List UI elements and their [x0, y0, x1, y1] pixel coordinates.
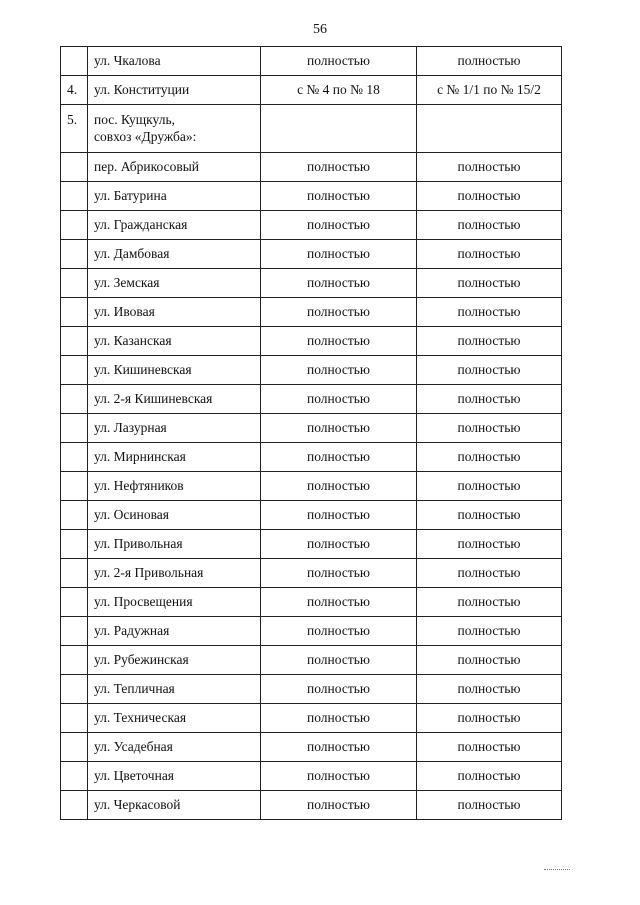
odd-houses: полностью	[261, 211, 417, 240]
even-houses: полностью	[417, 182, 562, 211]
row-number	[61, 327, 88, 356]
street-name	[88, 105, 261, 153]
even-houses: полностью	[417, 385, 562, 414]
even-houses	[417, 105, 562, 153]
table-row	[61, 105, 562, 153]
table-row	[61, 47, 562, 76]
even-houses: полностью	[417, 472, 562, 501]
table-row	[61, 588, 562, 617]
row-number	[61, 414, 88, 443]
table-row	[61, 153, 562, 182]
table-row	[61, 733, 562, 762]
even-houses: полностью	[417, 530, 562, 559]
table-row	[61, 269, 562, 298]
street-name: ул. Нефтяников	[88, 472, 261, 501]
street-name: ул. Радужная	[88, 617, 261, 646]
even-houses: полностью	[417, 762, 562, 791]
street-name: ул. Конституции	[88, 76, 261, 105]
row-number	[61, 298, 88, 327]
even-houses: полностью	[417, 617, 562, 646]
row-number	[61, 385, 88, 414]
even-houses: полностью	[417, 559, 562, 588]
even-houses: полностью	[417, 327, 562, 356]
even-houses: полностью	[417, 501, 562, 530]
scan-artifact	[544, 869, 570, 875]
odd-houses: полностью	[261, 269, 417, 298]
street-name: ул. Лазурная	[88, 414, 261, 443]
odd-houses: полностью	[261, 298, 417, 327]
row-number	[61, 559, 88, 588]
row-number	[61, 153, 88, 182]
street-name: ул. Черкасовой	[88, 791, 261, 820]
table-row	[61, 182, 562, 211]
street-name: ул. Привольная	[88, 530, 261, 559]
street-name: ул. Земская	[88, 269, 261, 298]
row-number	[61, 269, 88, 298]
street-name: ул. Усадебная	[88, 733, 261, 762]
street-name: ул. Кишиневская	[88, 356, 261, 385]
odd-houses: полностью	[261, 530, 417, 559]
even-houses: полностью	[417, 269, 562, 298]
even-houses: полностью	[417, 443, 562, 472]
street-name: ул. Осиновая	[88, 501, 261, 530]
odd-houses: полностью	[261, 646, 417, 675]
row-number	[61, 182, 88, 211]
table-row	[61, 240, 562, 269]
table-row	[61, 501, 562, 530]
row-number	[61, 646, 88, 675]
row-number	[61, 617, 88, 646]
even-houses: полностью	[417, 675, 562, 704]
odd-houses: полностью	[261, 443, 417, 472]
row-number	[61, 472, 88, 501]
street-name: ул. Батурина	[88, 182, 261, 211]
odd-houses: полностью	[261, 733, 417, 762]
row-number	[61, 443, 88, 472]
table-row	[61, 443, 562, 472]
even-houses: полностью	[417, 733, 562, 762]
even-houses: с № 1/1 по № 15/2	[417, 76, 562, 105]
odd-houses: полностью	[261, 153, 417, 182]
row-number	[61, 501, 88, 530]
table-row	[61, 211, 562, 240]
even-houses: полностью	[417, 153, 562, 182]
street-name: ул. Тепличная	[88, 675, 261, 704]
table-row	[61, 298, 562, 327]
table-row	[61, 762, 562, 791]
table-row	[61, 76, 562, 105]
odd-houses: полностью	[261, 240, 417, 269]
odd-houses: полностью	[261, 385, 417, 414]
streets-table	[60, 46, 562, 820]
table-row	[61, 646, 562, 675]
street-name: ул. Мирнинская	[88, 443, 261, 472]
even-houses: полностью	[417, 47, 562, 76]
odd-houses: с № 4 по № 18	[261, 76, 417, 105]
table-row	[61, 559, 562, 588]
odd-houses: полностью	[261, 472, 417, 501]
row-number	[61, 211, 88, 240]
street-name: ул. Техническая	[88, 704, 261, 733]
odd-houses: полностью	[261, 182, 417, 211]
street-name: ул. Просвещения	[88, 588, 261, 617]
even-houses: полностью	[417, 356, 562, 385]
even-houses: полностью	[417, 414, 562, 443]
table-row	[61, 385, 562, 414]
street-name: ул. 2-я Кишиневская	[88, 385, 261, 414]
table-row	[61, 414, 562, 443]
page-number: 56	[313, 22, 327, 37]
odd-houses: полностью	[261, 356, 417, 385]
even-houses: полностью	[417, 704, 562, 733]
odd-houses: полностью	[261, 675, 417, 704]
street-name: ул. 2-я Привольная	[88, 559, 261, 588]
table-row	[61, 791, 562, 820]
row-number	[61, 530, 88, 559]
table-row	[61, 327, 562, 356]
even-houses: полностью	[417, 791, 562, 820]
settlement-name: пос. Кущкуль,	[94, 112, 175, 127]
table-row	[61, 356, 562, 385]
streets-table-body	[61, 47, 562, 820]
street-name: ул. Рубежинская	[88, 646, 261, 675]
row-number: 5.	[61, 105, 88, 153]
even-houses: полностью	[417, 298, 562, 327]
odd-houses: полностью	[261, 559, 417, 588]
street-name: ул. Ивовая	[88, 298, 261, 327]
odd-houses: полностью	[261, 617, 417, 646]
table-row	[61, 472, 562, 501]
table-row	[61, 530, 562, 559]
row-number	[61, 791, 88, 820]
street-name: ул. Дамбовая	[88, 240, 261, 269]
even-houses: полностью	[417, 646, 562, 675]
odd-houses: полностью	[261, 501, 417, 530]
settlement-subtitle: совхоз «Дружба»:	[94, 129, 197, 144]
odd-houses: полностью	[261, 414, 417, 443]
row-number	[61, 704, 88, 733]
street-name: ул. Гражданская	[88, 211, 261, 240]
street-name: пер. Абрикосовый	[88, 153, 261, 182]
table-row	[61, 704, 562, 733]
table-row	[61, 617, 562, 646]
street-name: ул. Казанская	[88, 327, 261, 356]
row-number	[61, 240, 88, 269]
odd-houses	[261, 105, 417, 153]
odd-houses: полностью	[261, 762, 417, 791]
even-houses: полностью	[417, 588, 562, 617]
odd-houses: полностью	[261, 704, 417, 733]
street-name: ул. Чкалова	[88, 47, 261, 76]
odd-houses: полностью	[261, 588, 417, 617]
row-number	[61, 47, 88, 76]
even-houses: полностью	[417, 240, 562, 269]
odd-houses: полностью	[261, 791, 417, 820]
row-number	[61, 675, 88, 704]
even-houses: полностью	[417, 211, 562, 240]
odd-houses: полностью	[261, 327, 417, 356]
row-number	[61, 588, 88, 617]
row-number	[61, 762, 88, 791]
odd-houses: полностью	[261, 47, 417, 76]
row-number	[61, 733, 88, 762]
street-name: ул. Цветочная	[88, 762, 261, 791]
table-row	[61, 675, 562, 704]
row-number: 4.	[61, 76, 88, 105]
row-number	[61, 356, 88, 385]
